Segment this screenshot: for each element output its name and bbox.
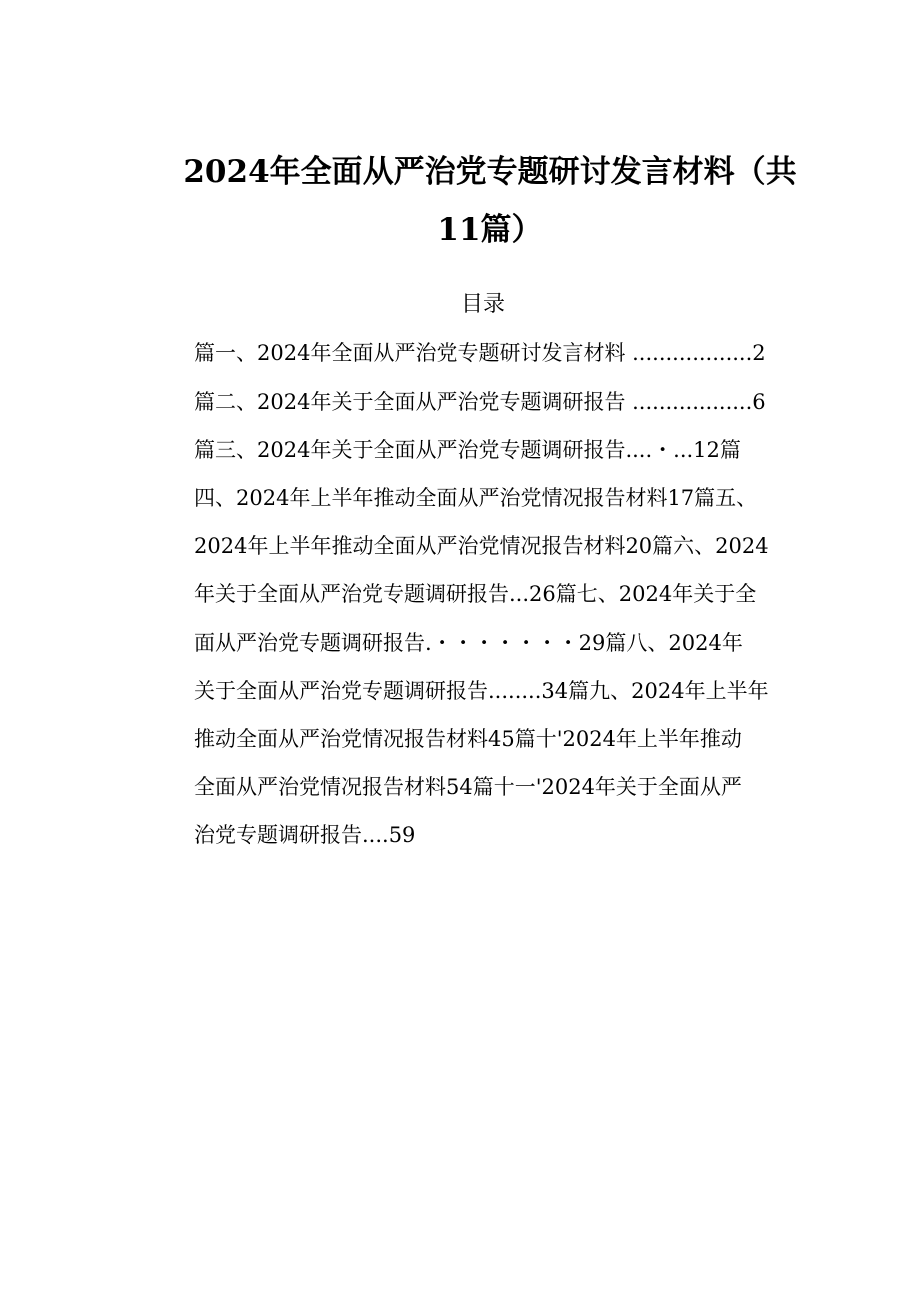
toc-line-11: 治党专题调研报告....59 <box>194 823 416 847</box>
toc-line-2: 篇二、2024年关于全面从严治党专题调研报告 ..................6 <box>194 390 766 414</box>
toc-heading: 目录 <box>460 292 505 317</box>
toc-line-4: 四、2024年上半年推动全面从严治党情况报告材料17篇五、 <box>194 486 758 510</box>
toc-line-6: 年关于全面从严治党专题调研报告...26篇七、2024年关于全 <box>194 582 757 606</box>
toc-line-9: 推动全面从严治党情况报告材料45篇十'2024年上半年推动 <box>194 727 742 751</box>
toc-line-3: 篇三、2024年关于全面从严治党专题调研报告....・...12篇 <box>194 438 741 462</box>
toc-line-1: 篇一、2024年全面从严治党专题研讨发言材料 ..................2 <box>194 341 766 365</box>
toc-line-7: 面从严治党专题调研报告.・・・・・・・29篇八、2024年 <box>194 631 743 655</box>
document-title-line-2: 11篇） <box>437 212 543 248</box>
toc-line-10: 全面从严治党情况报告材料54篇十一'2024年关于全面从严 <box>194 775 742 799</box>
document-title <box>150 143 830 259</box>
toc-line-5: 2024年上半年推动全面从严治党情况报告材料20篇六、2024 <box>194 534 769 558</box>
toc-line-8: 关于全面从严治党专题调研报告........34篇九、2024年上半年 <box>194 679 769 703</box>
document-title-line-1: 2024年全面从严治党专题研讨发言材料（共 <box>183 154 797 190</box>
